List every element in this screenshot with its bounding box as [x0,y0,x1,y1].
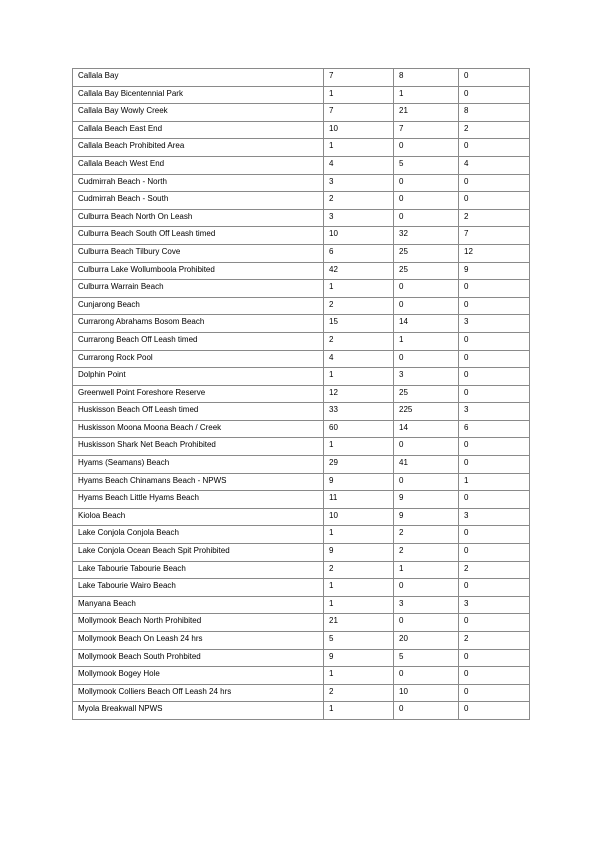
count-cell: 8 [394,69,459,87]
count-cell: 4 [324,350,394,368]
table-row [73,69,530,87]
table-row [73,544,530,562]
count-cell: 14 [394,315,459,333]
count-cell: 0 [459,438,530,456]
count-cell: 0 [394,614,459,632]
count-cell: 0 [394,350,459,368]
count-cell: 9 [394,508,459,526]
table-row [73,332,530,350]
count-cell: 3 [394,596,459,614]
count-cell: 0 [394,473,459,491]
table-row [73,473,530,491]
location-cell: Currarong Abrahams Bosom Beach [73,315,324,333]
count-cell: 1 [324,702,394,720]
count-cell: 1 [394,332,459,350]
table-row [73,508,530,526]
count-cell: 5 [394,649,459,667]
location-cell: Cudmirrah Beach - South [73,192,324,210]
table-row [73,156,530,174]
table-row [73,280,530,298]
table-row [73,420,530,438]
count-cell: 1 [324,86,394,104]
location-cell: Hyams Beach Little Hyams Beach [73,491,324,509]
count-cell: 1 [324,368,394,386]
table-row [73,192,530,210]
location-cell: Lake Conjola Ocean Beach Spit Prohibited [73,544,324,562]
count-cell: 29 [324,456,394,474]
table-row [73,702,530,720]
location-cell: Kioloa Beach [73,508,324,526]
count-cell: 1 [324,139,394,157]
location-cell: Callala Beach West End [73,156,324,174]
table-body [73,69,530,720]
count-cell: 12 [459,244,530,262]
count-cell: 10 [324,121,394,139]
location-cell: Callala Beach East End [73,121,324,139]
table-row [73,438,530,456]
count-cell: 0 [459,332,530,350]
count-cell: 10 [324,227,394,245]
location-cell: Mollymook Beach South Prohbited [73,649,324,667]
table-row [73,385,530,403]
count-cell: 1 [324,280,394,298]
count-cell: 0 [394,139,459,157]
count-cell: 3 [324,174,394,192]
count-cell: 4 [459,156,530,174]
location-cell: Cunjarong Beach [73,297,324,315]
count-cell: 1 [394,86,459,104]
location-cell: Lake Conjola Conjola Beach [73,526,324,544]
count-cell: 3 [394,368,459,386]
location-cell: Culburra Warrain Beach [73,280,324,298]
count-cell: 5 [324,632,394,650]
count-cell: 42 [324,262,394,280]
count-cell: 0 [459,86,530,104]
table-row [73,403,530,421]
count-cell: 0 [394,192,459,210]
count-cell: 8 [459,104,530,122]
count-cell: 225 [394,403,459,421]
count-cell: 0 [394,209,459,227]
count-cell: 0 [394,702,459,720]
count-cell: 2 [394,544,459,562]
location-cell: Myola Breakwall NPWS [73,702,324,720]
location-cell: Currarong Beach Off Leash timed [73,332,324,350]
location-cell: Mollymook Beach On Leash 24 hrs [73,632,324,650]
count-cell: 1 [394,561,459,579]
count-cell: 0 [459,385,530,403]
location-cell: Culburra Beach South Off Leash timed [73,227,324,245]
count-cell: 0 [459,174,530,192]
count-cell: 3 [459,596,530,614]
table-row [73,684,530,702]
count-cell: 3 [459,403,530,421]
count-cell: 9 [394,491,459,509]
location-cell: Huskisson Moona Moona Beach / Creek [73,420,324,438]
location-cell: Mollymook Colliers Beach Off Leash 24 hrs [73,684,324,702]
count-cell: 1 [324,526,394,544]
count-cell: 5 [394,156,459,174]
count-cell: 6 [459,420,530,438]
count-cell: 0 [459,456,530,474]
count-cell: 0 [459,192,530,210]
count-cell: 0 [459,579,530,597]
table-row [73,526,530,544]
count-cell: 0 [459,684,530,702]
location-cell: Cudmirrah Beach - North [73,174,324,192]
count-cell: 10 [324,508,394,526]
table-row [73,579,530,597]
count-cell: 0 [459,544,530,562]
table-row [73,350,530,368]
count-cell: 9 [324,473,394,491]
count-cell: 0 [459,491,530,509]
location-cell: Currarong Rock Pool [73,350,324,368]
count-cell: 0 [459,649,530,667]
count-cell: 0 [394,667,459,685]
count-cell: 9 [324,544,394,562]
location-cell: Lake Tabourie Tabourie Beach [73,561,324,579]
count-cell: 60 [324,420,394,438]
count-cell: 0 [394,579,459,597]
location-cell: Mollymook Beach North Prohibited [73,614,324,632]
table-row [73,456,530,474]
location-cell: Culburra Lake Wollumboola Prohibited [73,262,324,280]
count-cell: 4 [324,156,394,174]
count-cell: 0 [459,614,530,632]
location-cell: Mollymook Bogey Hole [73,667,324,685]
location-cell: Culburra Beach North On Leash [73,209,324,227]
count-cell: 7 [394,121,459,139]
location-cell: Hyams (Seamans) Beach [73,456,324,474]
table-row [73,491,530,509]
location-cell: Callala Bay Bicentennial Park [73,86,324,104]
count-cell: 12 [324,385,394,403]
count-cell: 9 [459,262,530,280]
location-cell: Callala Bay Wowly Creek [73,104,324,122]
count-cell: 0 [459,350,530,368]
count-cell: 2 [394,526,459,544]
count-cell: 32 [394,227,459,245]
count-cell: 2 [459,561,530,579]
count-cell: 7 [324,104,394,122]
table-row [73,139,530,157]
table-row [73,209,530,227]
count-cell: 0 [459,69,530,87]
count-cell: 0 [394,174,459,192]
count-cell: 1 [324,579,394,597]
count-cell: 2 [324,684,394,702]
table-row [73,632,530,650]
count-cell: 41 [394,456,459,474]
location-cell: Lake Tabourie Wairo Beach [73,579,324,597]
count-cell: 3 [459,315,530,333]
table-row [73,121,530,139]
location-cell: Culburra Beach Tilbury Cove [73,244,324,262]
count-cell: 0 [459,526,530,544]
location-cell: Huskisson Shark Net Beach Prohibited [73,438,324,456]
count-cell: 1 [324,667,394,685]
count-cell: 21 [394,104,459,122]
location-cell: Greenwell Point Foreshore Reserve [73,385,324,403]
table-row [73,262,530,280]
count-cell: 1 [459,473,530,491]
count-cell: 33 [324,403,394,421]
count-cell: 0 [459,297,530,315]
count-cell: 25 [394,385,459,403]
count-cell: 0 [459,667,530,685]
count-cell: 25 [394,262,459,280]
count-cell: 21 [324,614,394,632]
count-cell: 11 [324,491,394,509]
count-cell: 2 [324,561,394,579]
location-cell: Dolphin Point [73,368,324,386]
table-row [73,561,530,579]
count-cell: 1 [324,438,394,456]
location-cell: Manyana Beach [73,596,324,614]
location-cell: Callala Bay [73,69,324,87]
table-row [73,368,530,386]
count-cell: 0 [394,280,459,298]
count-cell: 0 [459,280,530,298]
table-row [73,174,530,192]
count-cell: 2 [459,121,530,139]
count-cell: 2 [459,209,530,227]
table-row [73,614,530,632]
location-cell: Callala Beach Prohibited Area [73,139,324,157]
count-cell: 10 [394,684,459,702]
count-cell: 1 [324,596,394,614]
location-cell: Huskisson Beach Off Leash timed [73,403,324,421]
count-cell: 25 [394,244,459,262]
table-row [73,667,530,685]
count-cell: 20 [394,632,459,650]
table-row [73,244,530,262]
count-cell: 0 [394,297,459,315]
table-row [73,315,530,333]
count-cell: 2 [324,192,394,210]
table-row [73,104,530,122]
count-cell: 2 [324,297,394,315]
count-cell: 0 [394,438,459,456]
count-cell: 3 [459,508,530,526]
count-cell: 6 [324,244,394,262]
table-row [73,86,530,104]
count-cell: 0 [459,368,530,386]
table-row [73,297,530,315]
count-cell: 3 [324,209,394,227]
table-row [73,227,530,245]
count-cell: 9 [324,649,394,667]
count-cell: 15 [324,315,394,333]
count-cell: 2 [324,332,394,350]
count-cell: 0 [459,702,530,720]
table-row [73,596,530,614]
location-cell: Hyams Beach Chinamans Beach - NPWS [73,473,324,491]
count-cell: 14 [394,420,459,438]
data-table [72,68,530,720]
count-cell: 0 [459,139,530,157]
table-row [73,649,530,667]
count-cell: 7 [459,227,530,245]
count-cell: 2 [459,632,530,650]
count-cell: 7 [324,69,394,87]
